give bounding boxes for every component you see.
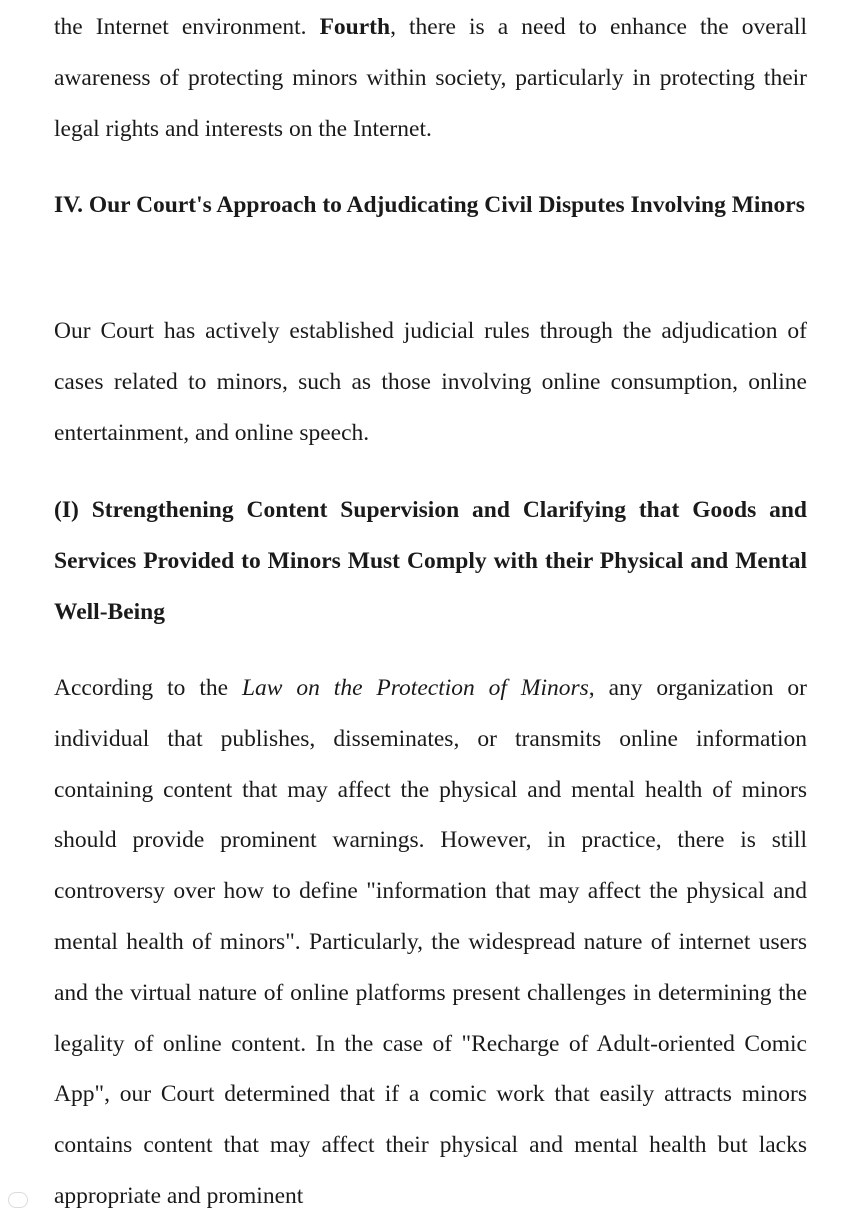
watermark (8, 1192, 28, 1208)
subsection-heading-i: (I) Strengthening Content Supervision and Clarifying that Goods and Services Provided to Minors Must Comply with their Physical and Mental Well-Being (54, 497, 807, 625)
paragraph-judicial-rules: Our Court has actively established judicial rules through the adjudication of cases related to minors, such as those involving online consumption, online entertainment, and online speech. (54, 318, 807, 446)
p1-bold-fourth: Fourth (319, 14, 391, 40)
p3-text-after: , any organization or individual that publishes, disseminates, or transmits online information containing content that may affect the physical and mental health of minors should provide prominent warnings. However, in practice, there is still controversy over how to define "information that may affect the physical and mental health of minors". Particularly, the widespread nature of internet users and the virtual nature of online platforms present challenges in determining the legality of online content. In the case of "Recharge of Adult-oriented Comic App", our Court determined that if a comic work that easily attracts minors contains content that may affect their physical and mental health but lacks appropriate and prominent (54, 675, 807, 1209)
p1-text-after: , there is a need to enhance the overall awareness of protecting minors within society, particularly in protecting their legal rights and interests on the Internet. (54, 14, 807, 142)
paragraph-law-protection-minors (54, 663, 807, 1222)
paragraph-internet-environment (54, 2, 807, 154)
p3-italic-law-title: Law on the Protection of Minors (241, 675, 589, 701)
p3-text-before: According to the (54, 675, 242, 701)
p1-text-before: the Internet environment. (54, 14, 320, 40)
section-heading-iv: IV. Our Court's Approach to Adjudicating Civil Disputes Involving Minors (54, 192, 805, 218)
watermark-logo-icon (8, 1192, 28, 1208)
